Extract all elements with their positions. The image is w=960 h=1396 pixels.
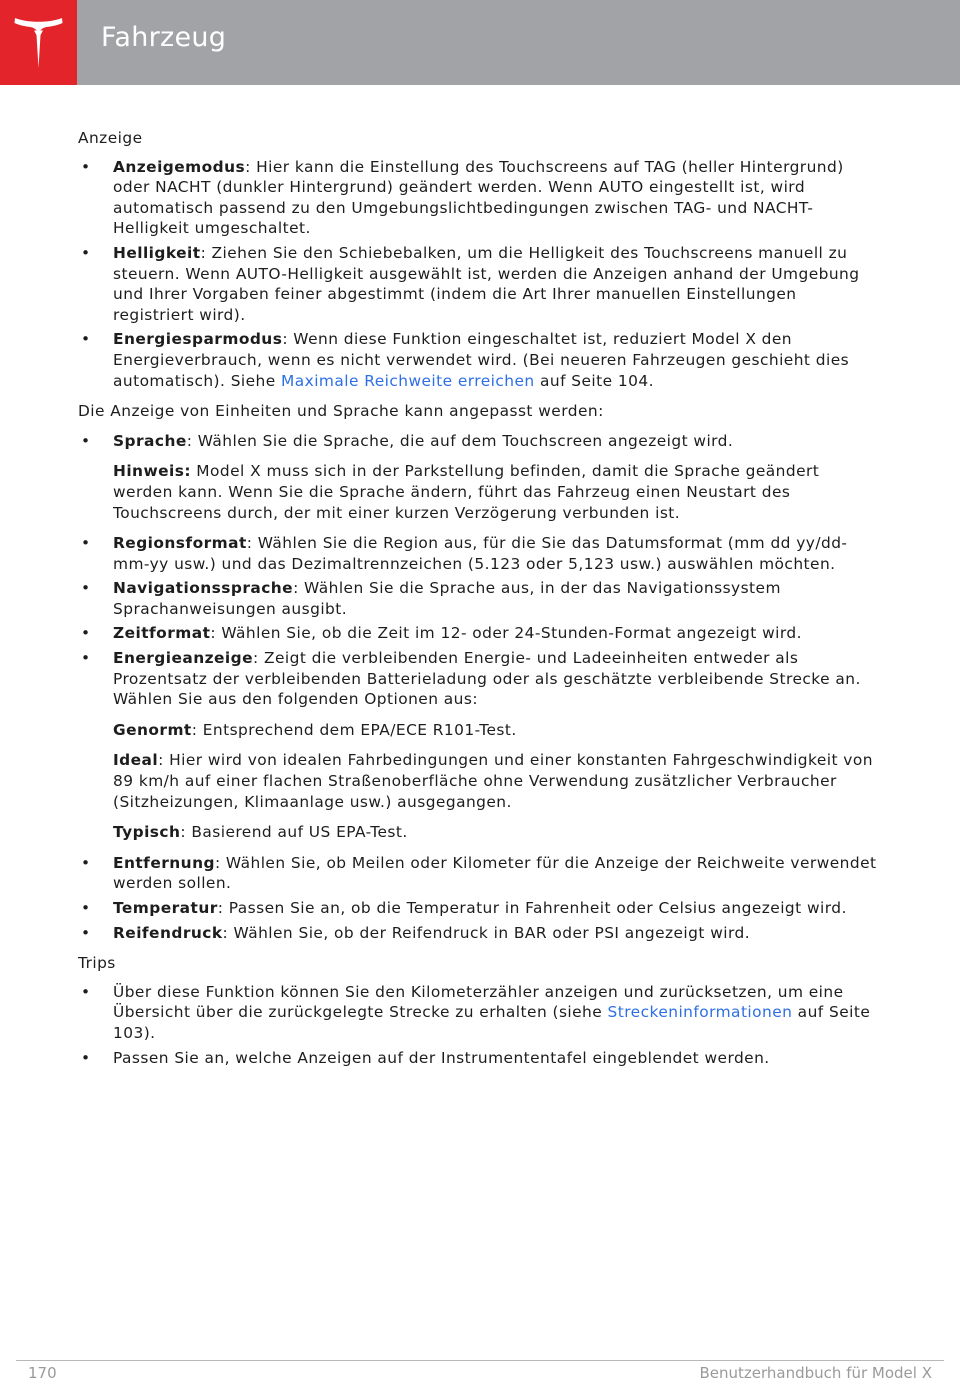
list-item-energiesparmodus (78, 329, 878, 391)
bullet: • (81, 624, 91, 643)
list-item-sprache (78, 431, 878, 452)
bullet: • (81, 649, 91, 668)
bullet: • (81, 579, 91, 598)
term: Genormt (113, 720, 192, 739)
item-text-after: auf Seite 104. (534, 371, 654, 390)
logo-box (0, 0, 77, 85)
item-text: : Wenn diese Funktion eingeschaltet ist, reduziert Model X den Energieverbrauch, wenn es nicht verwendet wird. (Bei neueren Fahrzeugen geschieht dies automatisch). Siehe (113, 330, 850, 390)
term: Reifendruck (113, 923, 223, 942)
item-text: : Hier kann die Einstellung des Touchscreens auf TAG (heller Hintergrund) oder NACHT (dunkler Hintergrund) geändert werden. Wenn AUTO eingestellt ist, wird automatisch passend zu den Umgebungslichtbedingungen zwischen TAG- und NACHT-Helligkeit umgeschaltet. (113, 157, 844, 238)
tesla-logo-icon (13, 16, 64, 70)
note-text: Model X muss sich in der Parkstellung befinden, damit die Sprache geändert werden kann. Wenn Sie die Sprache ändern, führt das Fahrzeug einen Neustart des Touchscreens durch, der mit einer kurzen Verzögerung verbunden ist. (113, 462, 820, 522)
page-header (0, 0, 960, 85)
page-number: 170 (28, 1364, 57, 1382)
list-item-energieanzeige (78, 648, 878, 710)
option-ideal (78, 750, 878, 812)
link-streckeninformationen[interactable]: Streckeninformationen (607, 1003, 793, 1022)
item-text: : Wählen Sie die Region aus, für die Sie das Datumsformat (mm dd yy/dd-mm-yy usw.) und das Dezimaltrennzeichen (5.123 oder 5,123 usw.) auswählen möchten. (113, 534, 848, 573)
link-maximale-reichweite[interactable]: Maximale Reichweite erreichen (281, 371, 535, 390)
list-item-anzeigemodus (78, 157, 878, 239)
list-item-temperatur (78, 898, 878, 919)
term: Zeitformat (113, 624, 211, 643)
term: Energieanzeige (113, 649, 253, 668)
item-text: : Ziehen Sie den Schiebebalken, um die Helligkeit des Touchscreens manuell zu steuern. Wenn AUTO-Helligkeit ausgewählt ist, werden die Anzeigen anhand der Umgebung und Ihrer Vorgaben feiner abgestimmt (indem die Art Ihrer manuellen Einstellungen registriert wird). (113, 243, 860, 324)
list-item-helligkeit (78, 243, 878, 325)
list-item-entfernung (78, 853, 878, 894)
note-paragraph (78, 461, 878, 523)
item-text: : Wählen Sie, ob die Zeit im 12- oder 24-Stunden-Format angezeigt wird. (210, 624, 802, 643)
item-text: : Wählen Sie, ob Meilen oder Kilometer für die Anzeige der Reichweite verwendet werden sollen. (113, 853, 877, 893)
page-title: Fahrzeug (101, 22, 227, 53)
list-item-zeitformat (78, 623, 878, 644)
item-text: Über diese Funktion können Sie den Kilometerzähler anzeigen und zurücksetzen, um eine Übersicht über die zurückgelegte Strecke zu erhalten (siehe (113, 982, 844, 1022)
list-item-regionsformat (78, 533, 878, 574)
section-title-trips: Trips (78, 954, 116, 973)
term: Regionsformat (113, 534, 247, 553)
item-text-after: auf Seite 103). (113, 1003, 871, 1042)
option-text: : Basierend auf US EPA-Test. (180, 823, 408, 842)
bullet: • (81, 923, 91, 942)
list-item-trips-1 (78, 982, 878, 1044)
term: Energiesparmodus (113, 330, 283, 349)
bullet: • (81, 1048, 91, 1067)
list-item-navigationssprache (78, 578, 878, 619)
note-label: Hinweis: (113, 462, 191, 481)
list-item-trips-2 (78, 1048, 878, 1069)
units-settings-list (78, 431, 878, 943)
term: Typisch (113, 823, 181, 842)
term: Sprache (113, 431, 187, 450)
item-text: : Wählen Sie, ob der Reifendruck in BAR oder PSI angezeigt wird. (222, 923, 751, 942)
bullet: • (81, 982, 91, 1001)
item-text: : Wählen Sie die Sprache, die auf dem Touchscreen angezeigt wird. (186, 431, 734, 450)
main-content (78, 128, 878, 1072)
intro-paragraph: Die Anzeige von Einheiten und Sprache kann angepasst werden: (78, 402, 604, 421)
item-text: : Wählen Sie die Sprache aus, in der das Navigationssystem Sprachanweisungen ausgibt. (113, 579, 781, 618)
footer-divider (16, 1360, 944, 1361)
term: Navigationssprache (113, 579, 294, 598)
term: Anzeigemodus (113, 157, 246, 176)
footer-title: Benutzerhandbuch für Model X (699, 1364, 932, 1382)
bullet: • (81, 157, 91, 176)
trips-list (78, 982, 878, 1068)
option-typisch (78, 822, 878, 843)
bullet: • (81, 243, 91, 262)
option-text: : Hier wird von idealen Fahrbedingungen und einer konstanten Fahrgeschwindigkeit von 89 km/h auf einer flachen Straßenoberfläche ohne Verwendung zusätzlicher Verbraucher (Sitzheizungen, Klimaanlage usw.) ausgegangen. (113, 751, 873, 811)
bullet: • (81, 534, 91, 553)
bullet: • (81, 431, 91, 450)
list-item-reifendruck (78, 923, 878, 944)
bullet: • (81, 330, 91, 349)
section-title-anzeige: Anzeige (78, 129, 143, 147)
term: Entfernung (113, 853, 215, 872)
option-text: : Entsprechend dem EPA/ECE R101-Test. (191, 720, 517, 739)
bullet: • (81, 853, 91, 872)
item-text: Passen Sie an, welche Anzeigen auf der Instrumententafel eingeblendet werden. (113, 1048, 770, 1067)
term: Helligkeit (113, 243, 201, 262)
item-text: : Zeigt die verbleibenden Energie- und Ladeeinheiten entweder als Prozentsatz der verbleibenden Batterieladung oder als geschätzte verbleibende Strecke an. Wählen Sie aus den folgenden Optionen aus: (113, 649, 861, 709)
display-settings-list (78, 157, 878, 392)
term: Ideal (113, 751, 159, 770)
item-text: : Passen Sie an, ob die Temperatur in Fahrenheit oder Celsius angezeigt wird. (217, 899, 847, 917)
option-genormt (78, 720, 878, 741)
bullet: • (81, 899, 91, 917)
term: Temperatur (113, 899, 218, 917)
